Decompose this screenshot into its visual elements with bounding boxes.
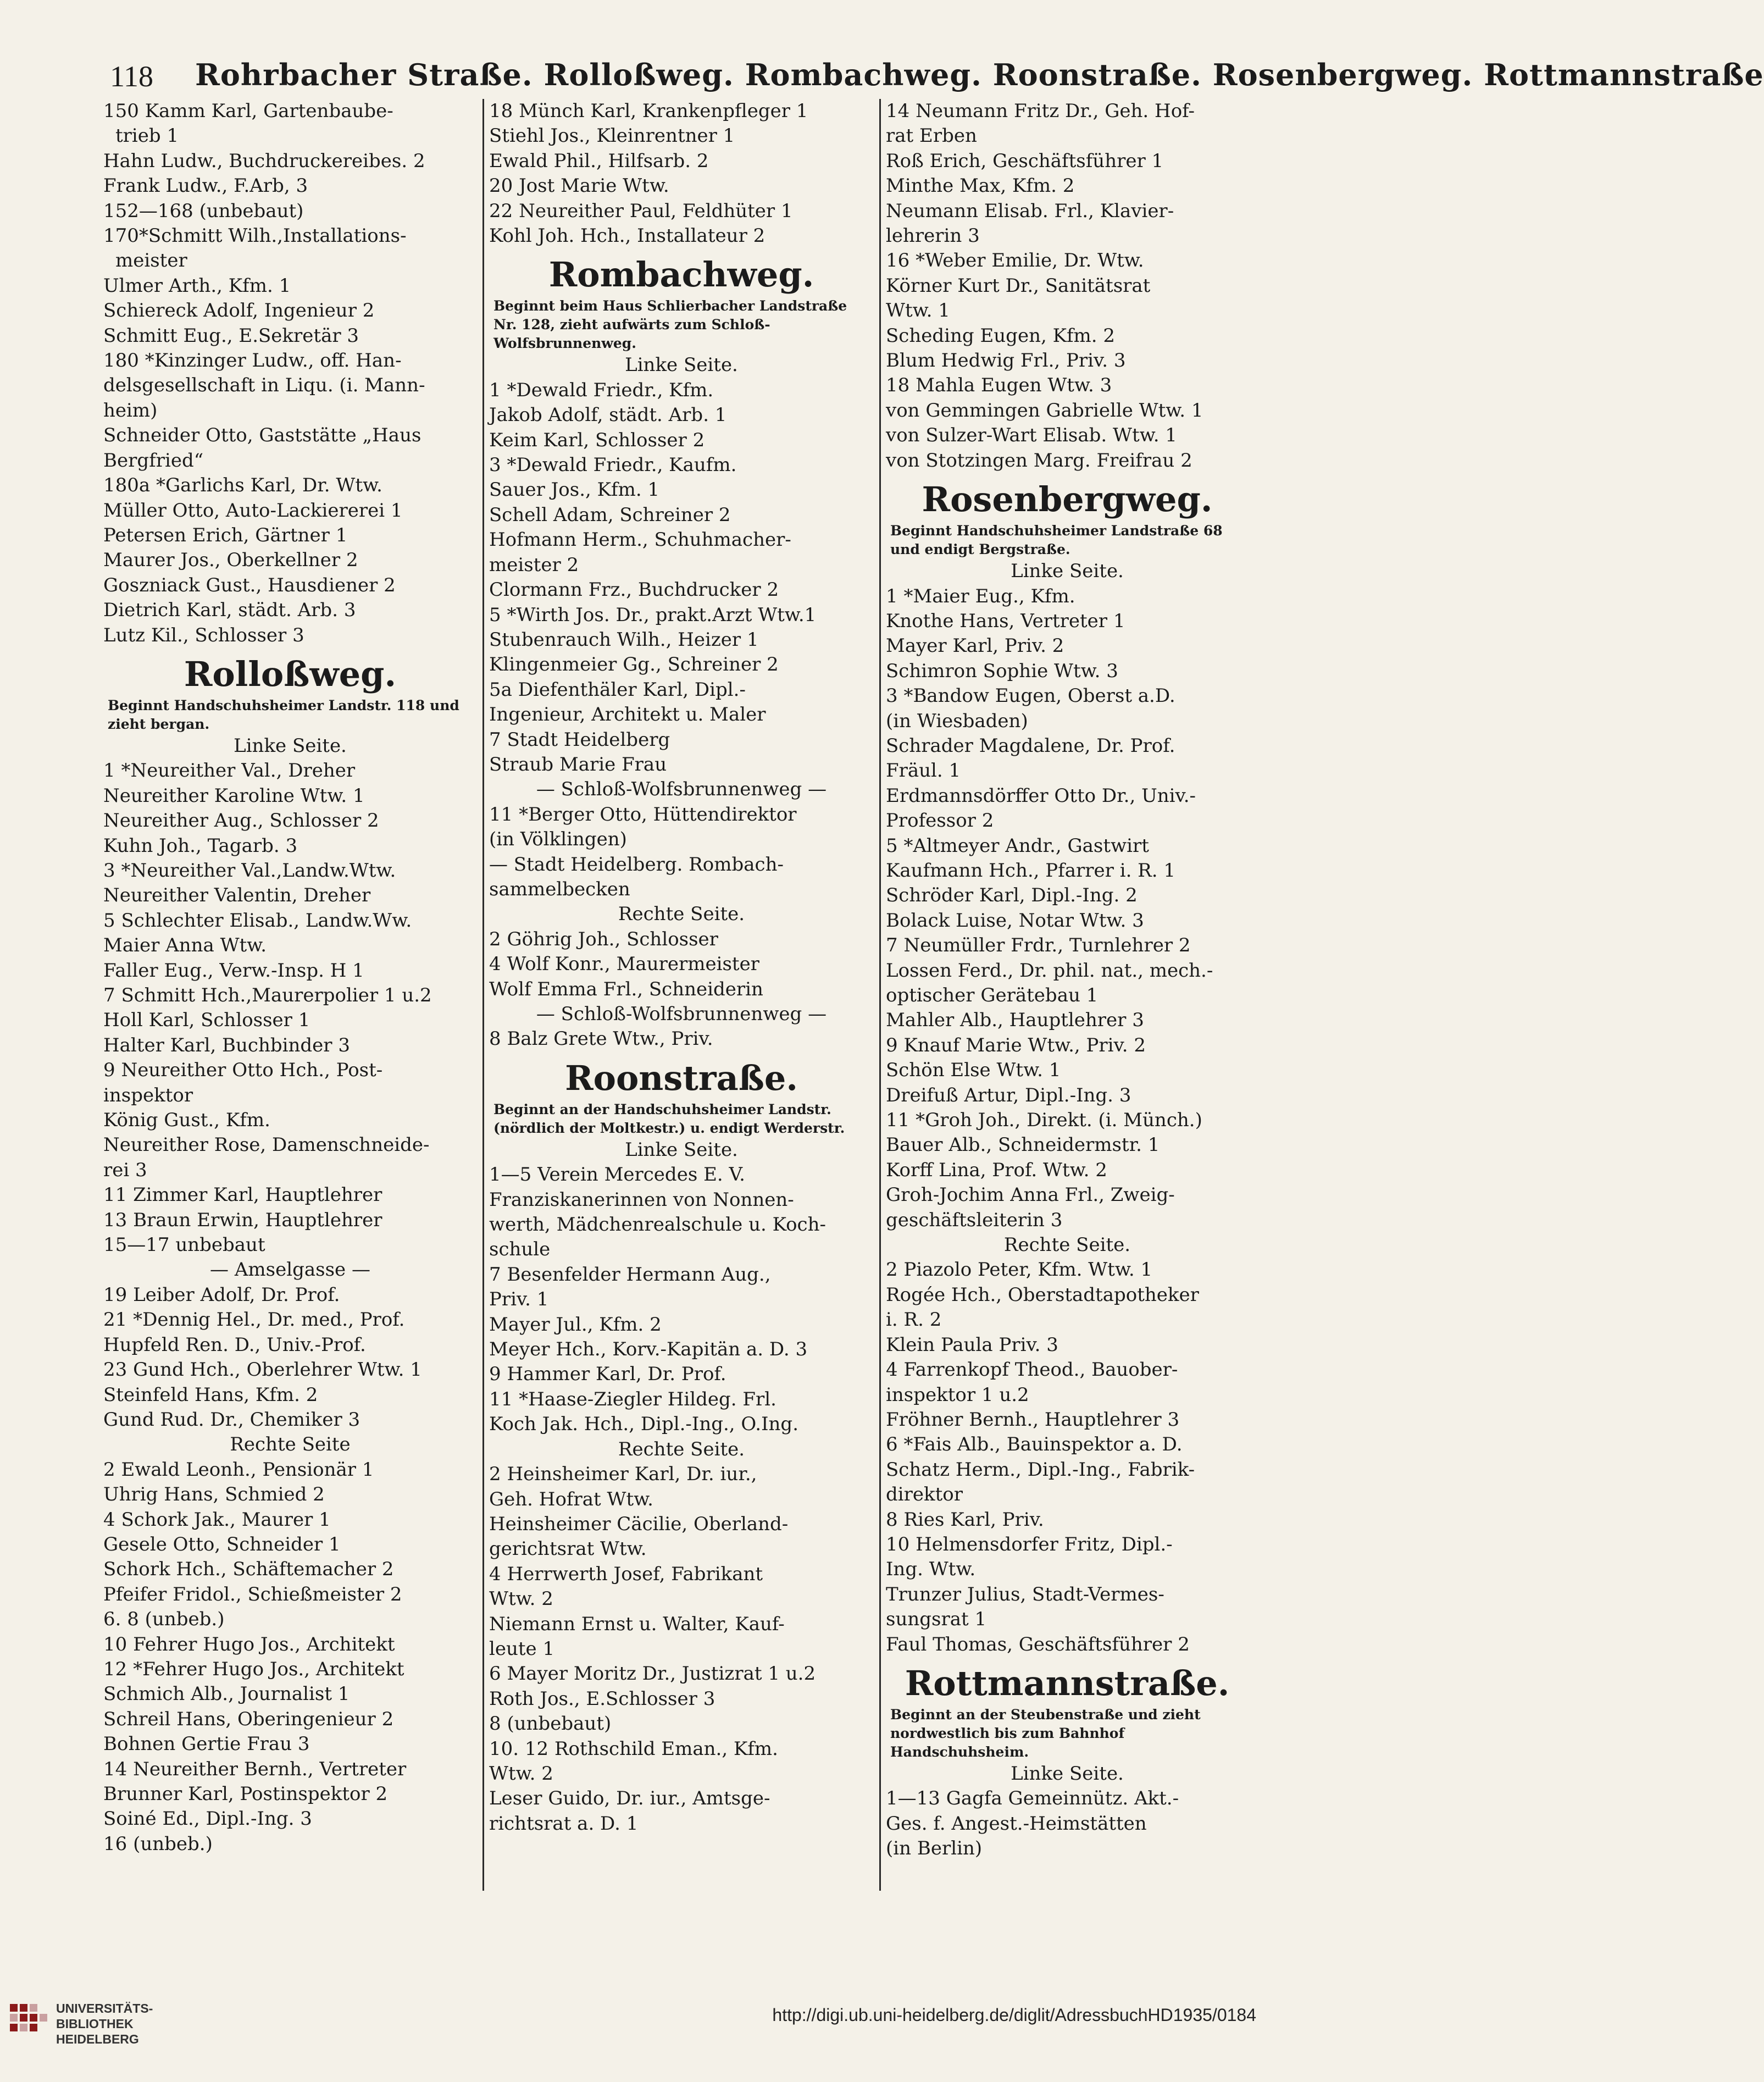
directory-entry: Wtw. 1 xyxy=(886,300,950,322)
directory-entry: geschäftsleiterin 3 xyxy=(886,1209,1063,1231)
directory-entry: Schneider Otto, Gaststätte „Haus xyxy=(103,424,421,447)
directory-entry: Korff Lina, Prof. Wtw. 2 xyxy=(886,1159,1107,1181)
section-label: Linke Seite. xyxy=(625,354,738,376)
directory-entry: Knothe Hans, Vertreter 1 xyxy=(886,610,1125,632)
directory-entry: Stiehl Jos., Kleinrentner 1 xyxy=(489,125,735,147)
directory-entry: Fräul. 1 xyxy=(886,760,961,782)
directory-entry: Minthe Max, Kfm. 2 xyxy=(886,175,1075,197)
source-url[interactable]: http://digi.ub.uni-heidelberg.de/diglit/AdressbuchHD1935/0184 xyxy=(772,2005,1256,2025)
directory-entry: Fröhner Bernh., Hauptlehrer 3 xyxy=(886,1408,1180,1431)
directory-entry: Gesele Otto, Schneider 1 xyxy=(103,1533,341,1555)
directory-entry: Blum Hedwig Frl., Priv. 3 xyxy=(886,350,1126,372)
directory-entry: direktor xyxy=(886,1483,963,1506)
directory-entry: Ulmer Arth., Kfm. 1 xyxy=(103,274,291,297)
directory-entry: 5 *Wirth Jos. Dr., prakt.Arzt Wtw.1 xyxy=(489,603,817,626)
directory-entry: Klingenmeier Gg., Schreiner 2 xyxy=(489,654,779,676)
directory-entry: Lutz Kil., Schlosser 3 xyxy=(103,624,304,646)
page-title: Rohrbacher Straße. Rolloßweg. Rombachweg. Roonstraße. Rosenbergweg. Rottmannstraße xyxy=(195,57,1764,92)
directory-entry: Dreifuß Artur, Dipl.-Ing. 3 xyxy=(886,1084,1131,1106)
directory-entry: Schmich Alb., Journalist 1 xyxy=(103,1683,350,1706)
section-label: Rechte Seite. xyxy=(618,903,745,926)
directory-entry: Neumann Elisab. Frl., Klavier- xyxy=(886,200,1174,222)
directory-entry: Hahn Ludw., Buchdruckereibes. 2 xyxy=(103,149,425,172)
street-description: Beginnt beim Haus Schlierbacher Landstraße Nr. 128, zieht aufwärts zum Schloß-Wolfsbrunnenweg. xyxy=(493,298,847,352)
directory-entry: Soiné Ed., Dipl.-Ing. 3 xyxy=(103,1808,312,1830)
directory-entry: Sauer Jos., Kfm. 1 xyxy=(489,479,660,501)
street-description: Beginnt an der Handschuhsheimer Landstr. (nördlich der Moltkestr.) u. endigt Werderstr. xyxy=(493,1101,845,1136)
directory-entry: Professor 2 xyxy=(886,810,994,832)
directory-entry: Gund Rud. Dr., Chemiker 3 xyxy=(103,1408,360,1431)
directory-entry: 9 Hammer Karl, Dr. Prof. xyxy=(489,1363,726,1386)
directory-entry: Geh. Hofrat Wtw. xyxy=(489,1488,653,1510)
street-heading: Rombachweg. xyxy=(548,254,814,295)
footer xyxy=(0,1990,1267,2082)
directory-entry: (in Wiesbaden) xyxy=(886,710,1028,732)
street-heading: Rottmannstraße. xyxy=(905,1663,1230,1703)
directory-entry: meister xyxy=(115,250,187,272)
section-label: Linke Seite. xyxy=(1011,560,1124,583)
directory-entry: 3 *Neureither Val.,Landw.Wtw. xyxy=(103,859,396,882)
directory-entry: 7 Stadt Heidelberg xyxy=(489,728,670,751)
directory-entry: Kohl Joh. Hch., Installateur 2 xyxy=(489,225,765,247)
directory-entry: Hupfeld Ren. D., Univ.-Prof. xyxy=(103,1333,366,1356)
directory-entry: Schatz Herm., Dipl.-Ing., Fabrik- xyxy=(886,1458,1195,1481)
directory-entry: 14 Neumann Fritz Dr., Geh. Hof- xyxy=(886,100,1195,122)
directory-entry: Faul Thomas, Geschäftsführer 2 xyxy=(886,1633,1190,1655)
directory-entry: Schön Else Wtw. 1 xyxy=(886,1059,1061,1082)
section-label: — Amselgasse — xyxy=(210,1259,370,1281)
directory-entry: werth, Mädchenrealschule u. Koch- xyxy=(489,1214,826,1236)
directory-entry: Klein Paula Priv. 3 xyxy=(886,1333,1058,1356)
directory-entry: 20 Jost Marie Wtw. xyxy=(489,175,669,197)
directory-entry: Stubenrauch Wilh., Heizer 1 xyxy=(489,628,759,651)
directory-entry: 1—13 Gagfa Gemeinnütz. Akt.- xyxy=(886,1787,1179,1810)
street-heading: Rosenbergweg. xyxy=(922,479,1213,520)
library-name-line: BIBLIOTHEK xyxy=(56,2017,134,2031)
directory-entry: 7 Neumüller Frdr., Turnlehrer 2 xyxy=(886,934,1191,957)
directory-entry: Schork Hch., Schäftemacher 2 xyxy=(103,1558,394,1581)
directory-entry: 8 Balz Grete Wtw., Priv. xyxy=(489,1028,713,1050)
directory-entry: Schröder Karl, Dipl.-Ing. 2 xyxy=(886,884,1138,907)
directory-entry: optischer Gerätebau 1 xyxy=(886,984,1099,1006)
directory-entry: Roth Jos., E.Schlosser 3 xyxy=(489,1687,715,1710)
directory-entry: meister 2 xyxy=(489,553,579,576)
directory-entry: Schell Adam, Schreiner 2 xyxy=(489,503,731,526)
directory-entry: Koch Jak. Hch., Dipl.-Ing., O.Ing. xyxy=(489,1413,799,1436)
directory-entry: Clormann Frz., Buchdrucker 2 xyxy=(489,579,779,601)
directory-entry: von Gemmingen Gabrielle Wtw. 1 xyxy=(886,399,1203,422)
directory-entry: Ing. Wtw. xyxy=(886,1558,976,1581)
section-label: Rechte Seite. xyxy=(618,1438,745,1460)
directory-entry: gerichtsrat Wtw. xyxy=(489,1538,647,1560)
column-divider xyxy=(879,99,881,1891)
directory-entry: 23 Gund Hch., Oberlehrer Wtw. 1 xyxy=(103,1359,422,1381)
directory-entry: von Sulzer-Wart Elisab. Wtw. 1 xyxy=(886,424,1177,447)
directory-entry: 10. 12 Rothschild Eman., Kfm. xyxy=(489,1737,778,1760)
directory-entry: Wtw. 2 xyxy=(489,1762,553,1785)
directory-entry: Faller Eug., Verw.-Insp. H 1 xyxy=(103,959,364,982)
directory-entry: König Gust., Kfm. xyxy=(103,1109,270,1132)
directory-entry: von Stotzingen Marg. Freifrau 2 xyxy=(886,449,1192,472)
directory-entry: sammelbecken xyxy=(489,878,630,900)
directory-entry: Lossen Ferd., Dr. phil. nat., mech.- xyxy=(886,959,1213,982)
directory-entry: Pfeifer Fridol., Schießmeister 2 xyxy=(103,1583,402,1605)
directory-entry: Trunzer Julius, Stadt-Vermes- xyxy=(886,1583,1164,1605)
directory-entry: 1 *Maier Eug., Kfm. xyxy=(886,585,1075,607)
directory-entry: 13 Braun Erwin, Hauptlehrer xyxy=(103,1209,382,1231)
directory-entry: 2 Piazolo Peter, Kfm. Wtw. 1 xyxy=(886,1259,1153,1281)
directory-entry: 11 *Berger Otto, Hüttendirektor xyxy=(489,803,797,826)
directory-entry: Niemann Ernst u. Walter, Kauf- xyxy=(489,1613,785,1635)
directory-entry: Neureither Aug., Schlosser 2 xyxy=(103,810,379,832)
directory-entry: Petersen Erich, Gärtner 1 xyxy=(103,524,348,546)
directory-entry: rat Erben xyxy=(886,125,977,147)
directory-entry: Mahler Alb., Hauptlehrer 3 xyxy=(886,1009,1144,1032)
directory-entry: 4 Herrwerth Josef, Fabrikant xyxy=(489,1563,763,1585)
directory-entry: schule xyxy=(489,1238,551,1261)
directory-entry: 6. 8 (unbeb.) xyxy=(103,1608,225,1631)
directory-entry: 11 *Haase-Ziegler Hildeg. Frl. xyxy=(489,1388,776,1410)
column-2 xyxy=(489,99,874,1836)
directory-entry: Roß Erich, Geschäftsführer 1 xyxy=(886,149,1164,172)
university-library-logo xyxy=(7,2001,51,2045)
directory-entry: lehrerin 3 xyxy=(886,225,980,247)
directory-entry: Bohnen Gertie Frau 3 xyxy=(103,1733,310,1756)
directory-entry: Franziskanerinnen von Nonnen- xyxy=(489,1188,794,1211)
directory-entry: Neureither Rose, Damenschneide- xyxy=(103,1134,430,1156)
directory-entry: 6 Mayer Moritz Dr., Justizrat 1 u.2 xyxy=(489,1663,816,1685)
directory-entry: Erdmannsdörffer Otto Dr., Univ.- xyxy=(886,784,1196,807)
directory-entry: 12 *Fehrer Hugo Jos., Architekt xyxy=(103,1658,404,1680)
directory-entry: Kuhn Joh., Tagarb. 3 xyxy=(103,834,298,857)
directory-entry: 2 Ewald Leonh., Pensionär 1 xyxy=(103,1458,374,1481)
directory-entry: 16 (unbeb.) xyxy=(103,1832,213,1855)
directory-entry: Leser Guido, Dr. iur., Amtsge- xyxy=(489,1787,770,1810)
street-description: Beginnt Handschuhsheimer Landstr. 118 und zieht bergan. xyxy=(108,697,459,732)
directory-entry: Wtw. 2 xyxy=(489,1588,553,1610)
directory-entry: Maurer Jos., Oberkellner 2 xyxy=(103,549,358,572)
directory-entry: leute 1 xyxy=(489,1637,555,1660)
street-heading: Rolloßweg. xyxy=(184,654,397,694)
directory-entry: 14 Neureither Bernh., Vertreter xyxy=(103,1758,407,1780)
directory-entry: Groh-Jochim Anna Frl., Zweig- xyxy=(886,1184,1175,1206)
directory-entry: Halter Karl, Buchbinder 3 xyxy=(103,1034,350,1056)
directory-entry: Bolack Luise, Notar Wtw. 3 xyxy=(886,909,1144,932)
directory-entry: Bauer Alb., Schneidermstr. 1 xyxy=(886,1134,1160,1156)
directory-entry: 16 *Weber Emilie, Dr. Wtw. xyxy=(886,250,1144,272)
directory-entry: (in Berlin) xyxy=(886,1837,983,1860)
directory-entry: Uhrig Hans, Schmied 2 xyxy=(103,1483,325,1506)
directory-entry: 3 *Dewald Friedr., Kaufm. xyxy=(489,454,737,477)
street-description: Beginnt an der Steubenstraße und zieht nordwestlich bis zum Bahnhof Handschuhsheim. xyxy=(890,1706,1201,1760)
directory-entry: trieb 1 xyxy=(115,125,179,147)
directory-entry: Maier Anna Wtw. xyxy=(103,934,267,957)
library-name-line: UNIVERSITÄTS- xyxy=(56,2001,153,2015)
street-heading: Roonstraße. xyxy=(565,1057,798,1098)
directory-entry: 4 Schork Jak., Maurer 1 xyxy=(103,1508,331,1531)
column-1 xyxy=(103,99,477,1857)
directory-entry: Meyer Hch., Korv.-Kapitän a. D. 3 xyxy=(489,1338,808,1361)
directory-entry: 6 *Fais Alb., Bauinspektor a. D. xyxy=(886,1433,1183,1456)
directory-entry: 10 Helmensdorfer Fritz, Dipl.- xyxy=(886,1533,1173,1555)
directory-entry: Schmitt Eug., E.Sekretär 3 xyxy=(103,324,359,347)
street-description: Beginnt Handschuhsheimer Landstraße 68 und endigt Bergstraße. xyxy=(890,523,1223,558)
directory-entry: rei 3 xyxy=(103,1159,147,1181)
directory-entry: 4 Wolf Konr., Maurermeister xyxy=(489,953,759,976)
directory-entry: Steinfeld Hans, Kfm. 2 xyxy=(103,1383,318,1406)
section-label: Rechte Seite. xyxy=(1003,1234,1131,1256)
directory-entry: 11 Zimmer Karl, Hauptlehrer xyxy=(103,1184,382,1206)
directory-entry: Jakob Adolf, städt. Arb. 1 xyxy=(489,404,727,427)
directory-entry: Neureither Karoline Wtw. 1 xyxy=(103,784,365,807)
directory-entry: Mayer Jul., Kfm. 2 xyxy=(489,1313,662,1336)
directory-entry: Hofmann Herm., Schuhmacher- xyxy=(489,529,791,551)
directory-entry: — Stadt Heidelberg. Rombach- xyxy=(489,853,784,876)
directory-entry: 7 Schmitt Hch.,Maurerpolier 1 u.2 xyxy=(103,984,432,1006)
directory-entry: Körner Kurt Dr., Sanitätsrat xyxy=(886,274,1151,297)
directory-entry: 15—17 unbebaut xyxy=(103,1234,265,1256)
directory-entry: 150 Kamm Karl, Gartenbaube- xyxy=(103,100,393,122)
directory-entry: Bergfried“ xyxy=(103,449,204,472)
library-name xyxy=(56,2001,153,2047)
directory-entry: Holl Karl, Schlosser 1 xyxy=(103,1009,310,1032)
directory-entry: Neureither Valentin, Dreher xyxy=(103,884,371,907)
directory-entry: sungsrat 1 xyxy=(886,1608,987,1631)
directory-entry: Mayer Karl, Priv. 2 xyxy=(886,635,1064,657)
directory-entry: delsgesellschaft in Liqu. (i. Mann- xyxy=(103,374,425,397)
directory-entry: Dietrich Karl, städt. Arb. 3 xyxy=(103,599,356,622)
directory-entry: 10 Fehrer Hugo Jos., Architekt xyxy=(103,1633,395,1655)
directory-entry: 8 Ries Karl, Priv. xyxy=(886,1508,1044,1531)
directory-entry: Priv. 1 xyxy=(489,1288,549,1311)
section-label: Linke Seite. xyxy=(234,734,347,757)
library-name-line: HEIDELBERG xyxy=(56,2032,139,2046)
directory-entry: 22 Neureither Paul, Feldhüter 1 xyxy=(489,200,793,222)
directory-entry: inspektor 1 u.2 xyxy=(886,1383,1029,1406)
directory-entry: 2 Heinsheimer Karl, Dr. iur., xyxy=(489,1463,757,1486)
directory-entry: 21 *Dennig Hel., Dr. med., Prof. xyxy=(103,1309,405,1331)
directory-entry: Brunner Karl, Postinspektor 2 xyxy=(103,1783,388,1805)
section-label: Rechte Seite xyxy=(230,1433,351,1456)
column-divider xyxy=(482,99,484,1891)
directory-entry: Straub Marie Frau xyxy=(489,753,667,776)
section-label: — Schloß-Wolfsbrunnenweg — xyxy=(536,778,827,801)
directory-entry: 5 *Altmeyer Andr., Gastwirt xyxy=(886,834,1149,857)
directory-entry: 180 *Kinzinger Ludw., off. Han- xyxy=(103,350,402,372)
directory-entry: Goszniack Gust., Hausdiener 2 xyxy=(103,574,396,596)
directory-entry: 2 Göhrig Joh., Schlosser xyxy=(489,928,718,950)
page-header xyxy=(110,54,1764,103)
directory-entry: 1—5 Verein Mercedes E. V. xyxy=(489,1164,745,1186)
directory-entry: 7 Besenfelder Hermann Aug., xyxy=(489,1263,771,1286)
directory-entry: Wolf Emma Frl., Schneiderin xyxy=(489,978,763,1000)
directory-entry: inspektor xyxy=(103,1084,193,1106)
directory-entry: Rogée Hch., Oberstadtapotheker xyxy=(886,1283,1199,1306)
directory-entry: 18 Mahla Eugen Wtw. 3 xyxy=(886,374,1112,397)
directory-entry: Schrader Magdalene, Dr. Prof. xyxy=(886,734,1175,757)
directory-entry: 4 Farrenkopf Theod., Bauober- xyxy=(886,1359,1178,1381)
directory-entry: 152—168 (unbebaut) xyxy=(103,200,304,222)
directory-entry: Schiereck Adolf, Ingenieur 2 xyxy=(103,300,375,322)
directory-entry: Keim Karl, Schlosser 2 xyxy=(489,429,705,451)
page-number: 118 xyxy=(110,60,153,93)
directory-entry: 3 *Bandow Eugen, Oberst a.D. xyxy=(886,685,1175,707)
directory-entry: heim) xyxy=(103,399,158,422)
directory-entry: i. R. 2 xyxy=(886,1309,942,1331)
section-label: — Schloß-Wolfsbrunnenweg — xyxy=(536,1003,827,1025)
directory-entry: 9 Knauf Marie Wtw., Priv. 2 xyxy=(886,1034,1146,1056)
directory-entry: Ewald Phil., Hilfsarb. 2 xyxy=(489,149,709,172)
directory-entry: Schimron Sophie Wtw. 3 xyxy=(886,660,1118,682)
directory-entry: Kaufmann Hch., Pfarrer i. R. 1 xyxy=(886,859,1176,882)
column-3 xyxy=(886,99,1249,1862)
directory-entry: Ingenieur, Architekt u. Maler xyxy=(489,704,766,726)
directory-entry: Schreil Hans, Oberingenieur 2 xyxy=(103,1708,394,1730)
directory-entry: (in Völklingen) xyxy=(489,828,627,851)
directory-entry: 18 Münch Karl, Krankenpfleger 1 xyxy=(489,100,808,122)
directory-entry: 9 Neureither Otto Hch., Post- xyxy=(103,1059,383,1082)
directory-entry: richtsrat a. D. 1 xyxy=(489,1812,639,1835)
directory-entry: 19 Leiber Adolf, Dr. Prof. xyxy=(103,1283,340,1306)
directory-entry: Ges. f. Angest.-Heimstätten xyxy=(886,1812,1147,1835)
directory-entry: Scheding Eugen, Kfm. 2 xyxy=(886,324,1116,347)
directory-entry: 1 *Dewald Friedr., Kfm. xyxy=(489,379,714,401)
section-label: Linke Seite. xyxy=(1011,1762,1124,1785)
directory-entry: Frank Ludw., F.Arb, 3 xyxy=(103,175,308,197)
directory-entry: Heinsheimer Cäcilie, Oberland- xyxy=(489,1513,789,1535)
directory-entry: 8 (unbebaut) xyxy=(489,1713,612,1735)
directory-entry: 180a *Garlichs Karl, Dr. Wtw. xyxy=(103,474,382,497)
directory-entry: 11 *Groh Joh., Direkt. (i. Münch.) xyxy=(886,1109,1202,1132)
directory-entry: 5a Diefenthäler Karl, Dipl.- xyxy=(489,678,746,701)
directory-entry: Müller Otto, Auto-Lackiererei 1 xyxy=(103,499,403,522)
directory-entry: 1 *Neureither Val., Dreher xyxy=(103,760,356,782)
directory-entry: 5 Schlechter Elisab., Landw.Ww. xyxy=(103,909,412,932)
section-label: Linke Seite. xyxy=(625,1138,738,1161)
directory-entry: 170*Schmitt Wilh.,Installations- xyxy=(103,225,407,247)
